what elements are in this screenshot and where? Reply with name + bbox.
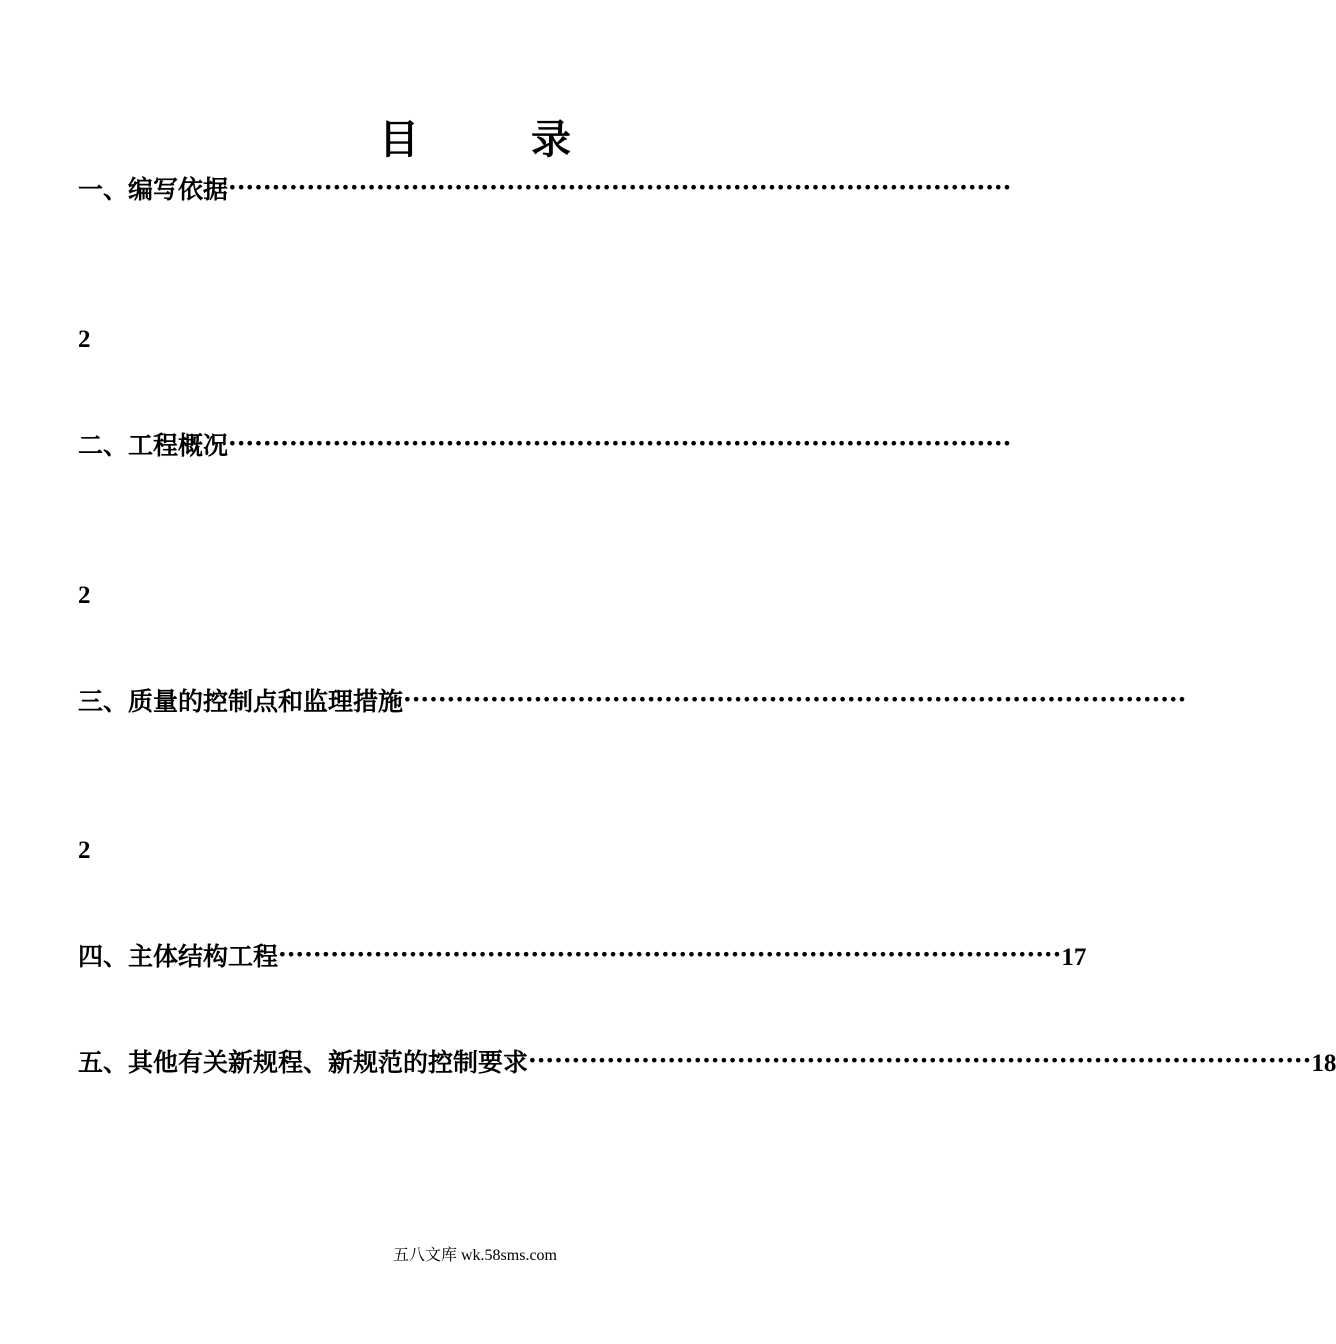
toc-entry-page-number: 2	[78, 837, 91, 864]
toc-leader-dots: ··························································································	[228, 429, 1012, 458]
toc-leader-dots: ··························································································	[528, 1046, 1312, 1075]
toc-entry-label: 三、质量的控制点和监理措施	[78, 687, 404, 716]
toc-entry-label: 四、主体结构工程	[78, 942, 279, 971]
toc-leader-dots: ··························································································	[278, 940, 1062, 969]
page-title: 目 录	[379, 116, 607, 163]
toc-entry-5[interactable]	[78, 1045, 1336, 1082]
toc-entry-label: 五、其他有关新规程、新规范的控制要求	[78, 1048, 529, 1077]
toc-entry-page-number: 17	[1061, 944, 1087, 971]
toc-entry-label: 二、工程概况	[78, 431, 229, 460]
toc-entry-label: 一、编写依据	[78, 175, 229, 204]
toc-entry-2[interactable]	[78, 428, 1012, 464]
toc-leader-dots: ··························································································	[228, 173, 1012, 202]
toc-entry-1[interactable]	[78, 172, 1012, 208]
toc-entry-4[interactable]	[78, 939, 1087, 976]
toc-entry-3[interactable]	[78, 684, 1187, 720]
toc-entry-page-number: 2	[78, 326, 91, 353]
toc-leader-dots: ··························································································	[403, 685, 1187, 714]
footer-watermark-text: 五八文库 wk.58sms.com	[392, 1247, 557, 1264]
toc-entry-page-number: 2	[78, 582, 91, 609]
toc-entry-page-number: 18	[1311, 1050, 1336, 1077]
